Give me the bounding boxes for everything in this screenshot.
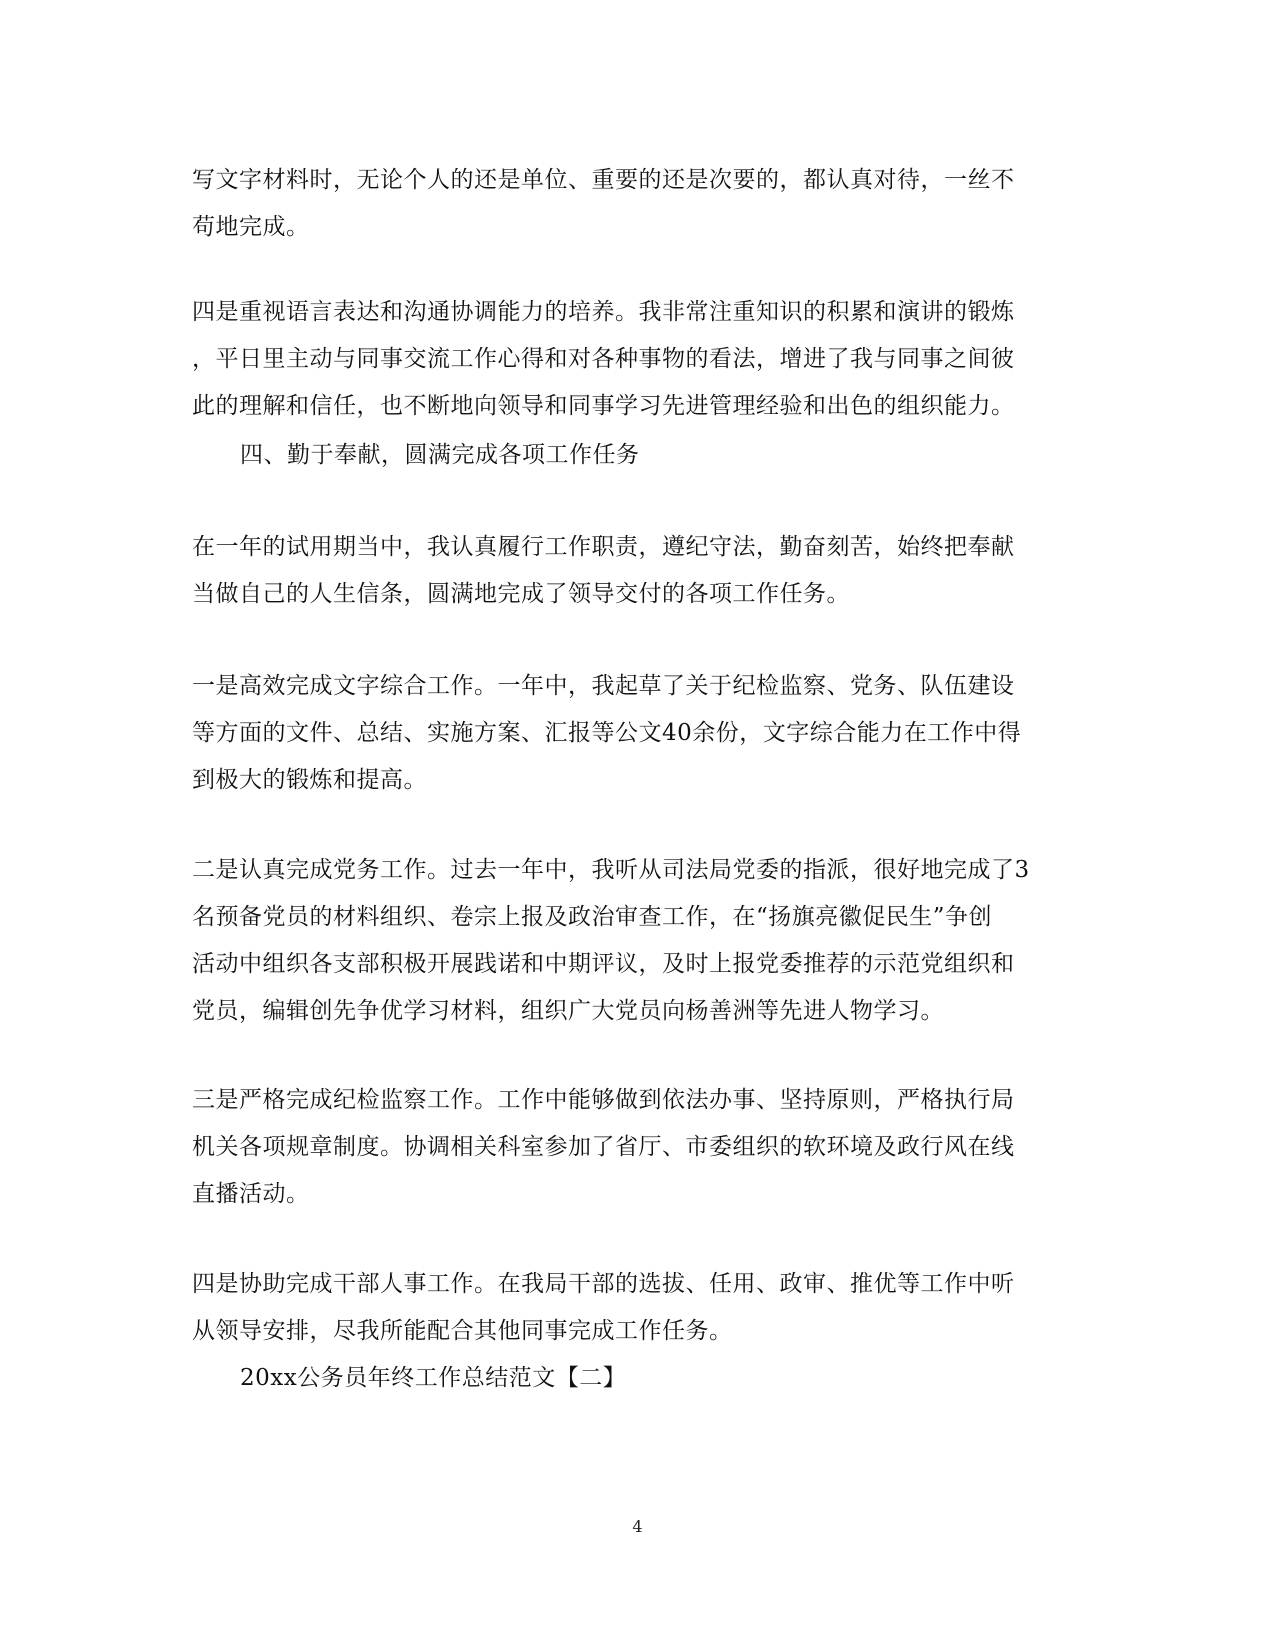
paragraph-probation-summary [192, 524, 1092, 618]
text-line: 四是协助完成干部人事工作。在我局干部的选拔、任用、政审、推优等工作中听 [192, 1271, 1015, 1297]
text-line: 三是严格完成纪检监察工作。工作中能够做到依法办事、坚持原则，严格执行局 [192, 1087, 1015, 1113]
page-number: 4 [632, 1517, 643, 1536]
text-line: 写文字材料时，无论个人的还是单位、重要的还是次要的，都认真对待，一丝不 [192, 167, 1015, 193]
text-line: 苟地完成。 [192, 214, 310, 240]
paragraph-discipline-inspection [192, 1077, 1092, 1218]
paragraph-written-materials [192, 157, 1092, 251]
text-line: 等方面的文件、总结、实施方案、汇报等公文40余份，文字综合能力在工作中得 [192, 720, 1022, 746]
text-line: 此的理解和信任，也不断地向领导和同事学习先进管理经验和出色的组织能力。 [192, 393, 1015, 419]
text-line: 一是高效完成文字综合工作。一年中，我起草了关于纪检监察、党务、队伍建设 [192, 673, 1015, 699]
text-line: 到极大的锻炼和提高。 [192, 767, 427, 793]
text-line: 二是认真完成党务工作。过去一年中，我听从司法局党委的指派，很好地完成了3 [192, 857, 1030, 883]
text-line: 当做自己的人生信条，圆满地完成了领导交付的各项工作任务。 [192, 581, 850, 607]
paragraph-writing-work [192, 663, 1092, 804]
text-line: 在一年的试用期当中，我认真履行工作职责，遵纪守法，勤奋刻苦，始终把奉献 [192, 534, 1015, 560]
paragraph-personnel-work [192, 1261, 1092, 1355]
paragraph-communication-skills [192, 289, 1092, 430]
text-line: 机关各项规章制度。协调相关科室参加了省厅、市委组织的软环境及政行风在线 [192, 1134, 1015, 1160]
section-heading-dedication: 四、勤于奉献，圆满完成各项工作任务 [240, 442, 640, 468]
text-line: 名预备党员的材料组织、卷宗上报及政治审查工作，在“扬旗亮徽促民生”争创 [192, 904, 993, 930]
text-line: ，平日里主动与同事交流工作心得和对各种事物的看法，增进了我与同事之间彼 [192, 346, 1015, 372]
text-line: 直播活动。 [192, 1181, 310, 1207]
text-line: 党员，编辑创先争优学习材料，组织广大党员向杨善洲等先进人物学习。 [192, 998, 944, 1024]
section-heading-sample-two: 20xx公务员年终工作总结范文【二】 [240, 1365, 627, 1391]
paragraph-party-work [192, 847, 1092, 1035]
text-line: 四是重视语言表达和沟通协调能力的培养。我非常注重知识的积累和演讲的锻炼 [192, 299, 1015, 325]
text-line: 活动中组织各支部积极开展践诺和中期评议，及时上报党委推荐的示范党组织和 [192, 951, 1015, 977]
text-line: 从领导安排，尽我所能配合其他同事完成工作任务。 [192, 1318, 733, 1344]
